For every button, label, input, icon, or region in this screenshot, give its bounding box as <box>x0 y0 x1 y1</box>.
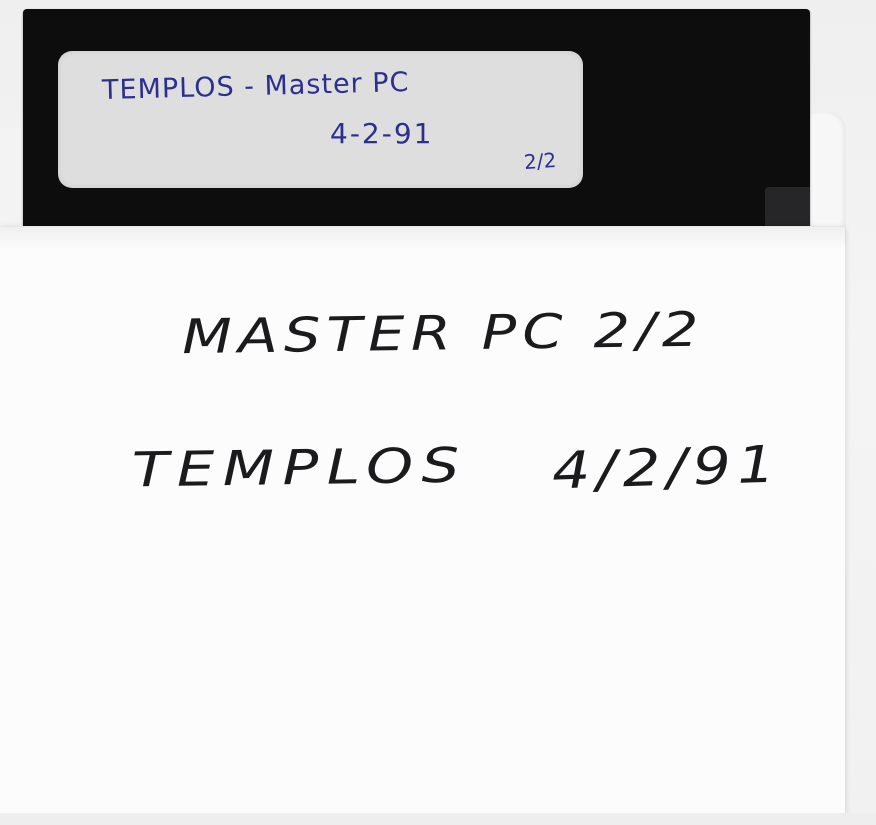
sleeve-line-name: TEMPLOS <box>131 437 468 499</box>
sleeve-shadow <box>0 227 845 251</box>
label-disk-number: 2/2 <box>523 147 557 175</box>
sleeve-line-master: MASTER PC 2/2 <box>181 301 706 365</box>
label-date: 4-2-91 <box>330 117 434 150</box>
sleeve-line-date: 4/2/91 <box>550 434 783 502</box>
paper-sleeve <box>0 226 845 815</box>
disk-label <box>58 51 583 188</box>
label-title: TEMPLOS - Master PC <box>101 66 410 107</box>
photo-bottom-edge <box>0 813 876 825</box>
